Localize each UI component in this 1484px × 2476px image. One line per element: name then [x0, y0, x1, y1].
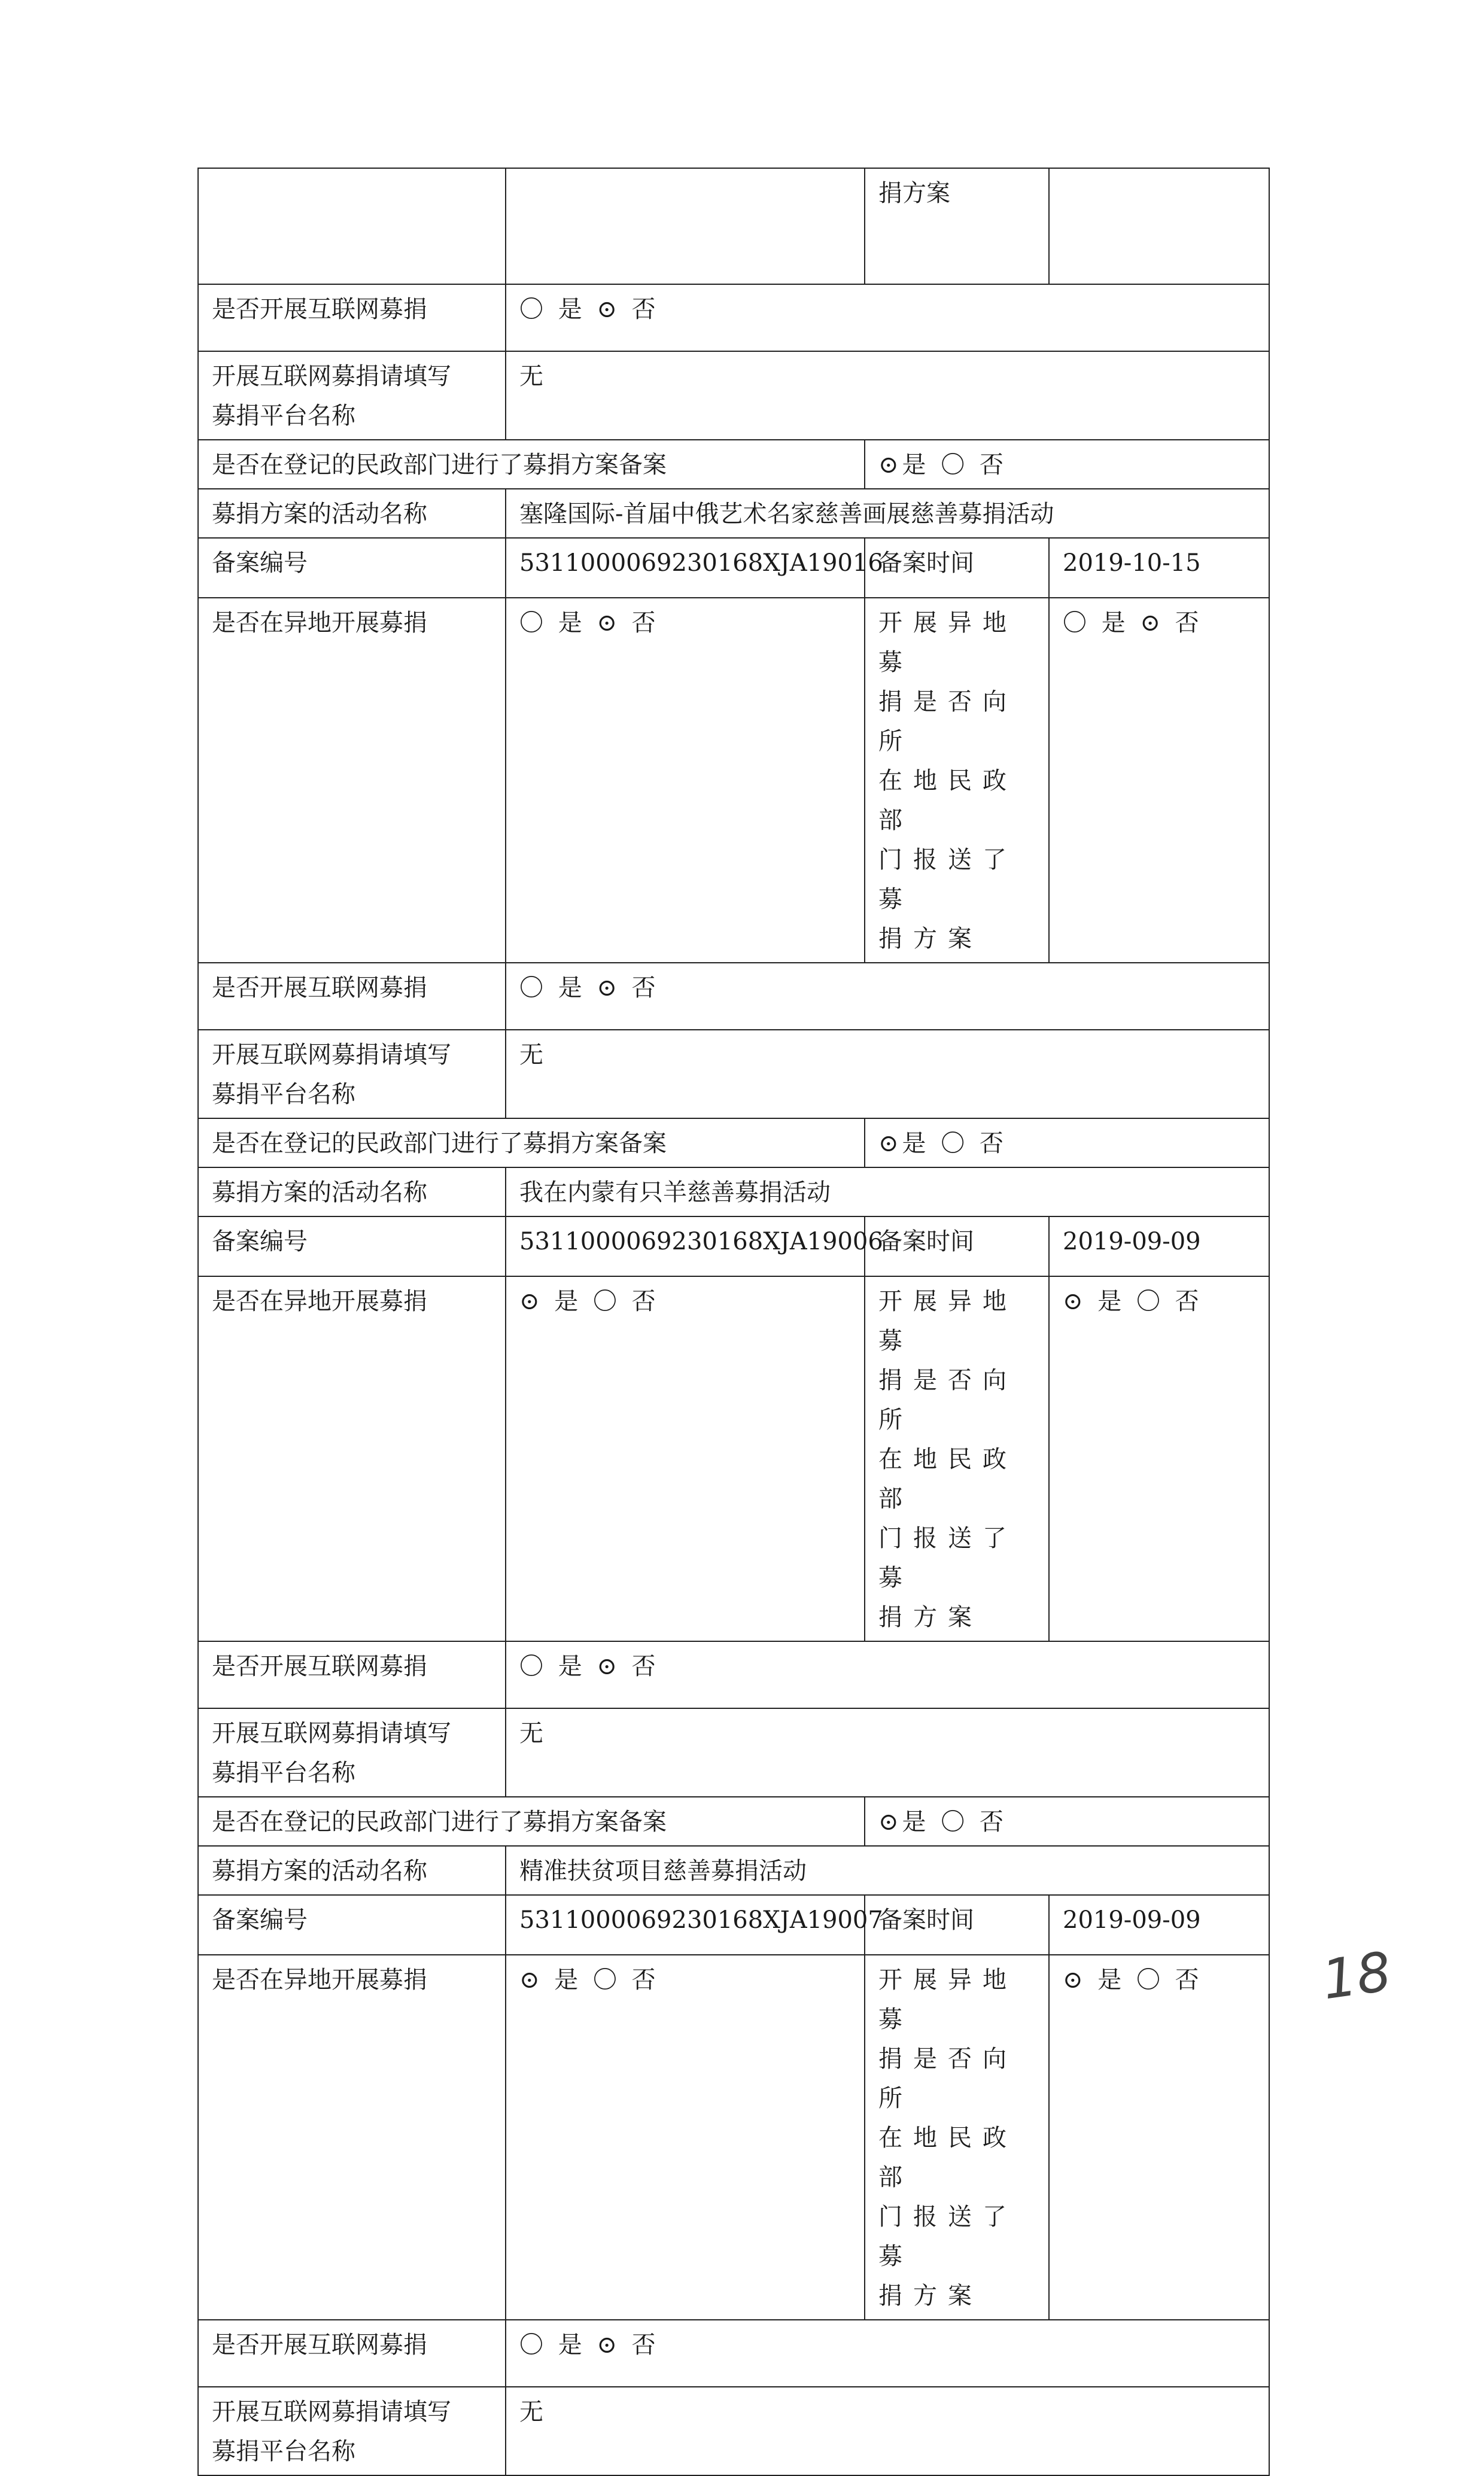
filed-row [198, 1797, 1269, 1846]
filed-label: 是否在登记的民政部门进行了募捐方案备案 [198, 1797, 865, 1846]
activity-row [198, 1167, 1269, 1216]
remote-report-label [865, 1955, 1049, 2320]
platform-value: 无 [506, 1708, 1269, 1797]
internet-fundraising-value [506, 1641, 1269, 1708]
remote-radio: ⊙ 是 〇 否 [519, 1966, 659, 1994]
remote-report-label [865, 1276, 1049, 1641]
remote-report-label-line: 开展异地募 [878, 1966, 1017, 2033]
filed-value [865, 1797, 1269, 1846]
platform-row [198, 2387, 1269, 2475]
platform-label [198, 351, 506, 440]
remote-value [506, 1955, 865, 2320]
filed-radio: ⊙是 〇 否 [878, 1808, 1007, 1836]
platform-value: 无 [506, 351, 1269, 440]
filed-value [865, 1118, 1269, 1167]
remote-report-label-line: 捐方案 [878, 925, 983, 953]
continued-cell-2 [506, 168, 865, 284]
activity-label: 募捐方案的活动名称 [198, 1167, 506, 1216]
remote-report-label-line: 在地民政部 [878, 2124, 1017, 2191]
remote-report-radio: 〇 是 ⊙ 否 [1063, 609, 1203, 637]
platform-label-line2: 募捐平台名称 [212, 1081, 355, 1108]
remote-report-label-line: 开展异地募 [878, 609, 1017, 676]
internet-fundraising-label: 是否开展互联网募捐 [198, 284, 506, 351]
remote-report-label-line: 捐是否向所 [878, 688, 1017, 755]
platform-label-line1: 开展互联网募捐请填写 [212, 2398, 451, 2426]
record-row [198, 1895, 1269, 1955]
internet-fundraising-label: 是否开展互联网募捐 [198, 2320, 506, 2387]
platform-label [198, 1708, 506, 1797]
remote-report-label-line: 门报送了募 [878, 846, 1017, 913]
platform-label-line1: 开展互联网募捐请填写 [212, 363, 451, 390]
record-row [198, 538, 1269, 598]
internet-fundraising-value [506, 2320, 1269, 2387]
remote-report-value [1049, 1955, 1269, 2320]
remote-value [506, 1276, 865, 1641]
record-time-label: 备案时间 [865, 1895, 1049, 1955]
platform-label-line2: 募捐平台名称 [212, 1759, 355, 1787]
filed-row [198, 1118, 1269, 1167]
remote-label: 是否在异地开展募捐 [198, 1955, 506, 2320]
remote-report-value [1049, 598, 1269, 963]
platform-label-line2: 募捐平台名称 [212, 2438, 355, 2465]
remote-report-value [1049, 1276, 1269, 1641]
internet-fundraising-row [198, 963, 1269, 1030]
remote-value [506, 598, 865, 963]
platform-label-line2: 募捐平台名称 [212, 402, 355, 430]
remote-report-label-line: 在地民政部 [878, 1446, 1017, 1513]
continued-cell-4 [1049, 168, 1269, 284]
platform-label [198, 2387, 506, 2475]
platform-row [198, 1030, 1269, 1118]
remote-report-radio: ⊙ 是 〇 否 [1063, 1966, 1203, 1994]
remote-report-label-line: 捐是否向所 [878, 1367, 1017, 1434]
remote-radio: 〇 是 ⊙ 否 [519, 609, 659, 637]
activity-row [198, 1846, 1269, 1895]
continued-cell-1 [198, 168, 506, 284]
remote-report-radio: ⊙ 是 〇 否 [1063, 1288, 1203, 1315]
internet-fundraising-row [198, 284, 1269, 351]
remote-row [198, 1955, 1269, 2320]
internet-fundraising-value [506, 284, 1269, 351]
remote-report-label-line: 捐是否向所 [878, 2045, 1017, 2112]
record-no-label: 备案编号 [198, 538, 506, 598]
activity-row [198, 489, 1269, 538]
internet-fundraising-radio: 〇 是 ⊙ 否 [519, 296, 659, 323]
record-time-value: 2019-10-15 [1049, 538, 1269, 598]
record-no-label: 备案编号 [198, 1216, 506, 1276]
filed-label: 是否在登记的民政部门进行了募捐方案备案 [198, 440, 865, 489]
activity-label: 募捐方案的活动名称 [198, 1846, 506, 1895]
filed-radio: ⊙是 〇 否 [878, 1130, 1007, 1157]
page-number: 18 [1318, 1940, 1395, 2012]
platform-label [198, 1030, 506, 1118]
activity-name: 塞隆国际-首届中俄艺术名家慈善画展慈善募捐活动 [506, 489, 1269, 538]
platform-row [198, 1708, 1269, 1797]
internet-fundraising-radio: 〇 是 ⊙ 否 [519, 974, 659, 1002]
internet-fundraising-label: 是否开展互联网募捐 [198, 1641, 506, 1708]
platform-value: 无 [506, 1030, 1269, 1118]
record-row [198, 1216, 1269, 1276]
record-no-value: 5311000069230168XJA19007 [506, 1895, 865, 1955]
internet-fundraising-radio: 〇 是 ⊙ 否 [519, 2331, 659, 2359]
remote-report-label [865, 598, 1049, 963]
filed-value [865, 440, 1269, 489]
internet-fundraising-label: 是否开展互联网募捐 [198, 963, 506, 1030]
filed-radio: ⊙是 〇 否 [878, 451, 1007, 479]
activity-name: 我在内蒙有只羊慈善募捐活动 [506, 1167, 1269, 1216]
remote-row [198, 598, 1269, 963]
remote-report-label-line: 捐方案 [878, 1604, 983, 1631]
remote-report-label-line: 门报送了募 [878, 2203, 1017, 2270]
internet-fundraising-radio: 〇 是 ⊙ 否 [519, 1653, 659, 1680]
record-no-value: 5311000069230168XJA19016 [506, 538, 865, 598]
remote-report-label-line: 捐方案 [878, 2282, 983, 2310]
remote-radio: ⊙ 是 〇 否 [519, 1288, 659, 1315]
platform-label-line1: 开展互联网募捐请填写 [212, 1041, 451, 1069]
record-time-value: 2019-09-09 [1049, 1216, 1269, 1276]
internet-fundraising-row [198, 1641, 1269, 1708]
filed-row [198, 440, 1269, 489]
internet-fundraising-value [506, 963, 1269, 1030]
activity-name: 精准扶贫项目慈善募捐活动 [506, 1846, 1269, 1895]
remote-label: 是否在异地开展募捐 [198, 1276, 506, 1641]
platform-value: 无 [506, 2387, 1269, 2475]
continued-row [198, 168, 1269, 284]
remote-report-label-line: 门报送了募 [878, 1525, 1017, 1592]
remote-report-label-line: 在地民政部 [878, 767, 1017, 834]
platform-row [198, 351, 1269, 440]
record-no-label: 备案编号 [198, 1895, 506, 1955]
remote-report-label-line: 开展异地募 [878, 1288, 1017, 1355]
record-time-label: 备案时间 [865, 1216, 1049, 1276]
charity-donation-form-table [197, 168, 1270, 2476]
internet-fundraising-row [198, 2320, 1269, 2387]
record-time-label: 备案时间 [865, 538, 1049, 598]
filed-label: 是否在登记的民政部门进行了募捐方案备案 [198, 1118, 865, 1167]
record-time-value: 2019-09-09 [1049, 1895, 1269, 1955]
activity-label: 募捐方案的活动名称 [198, 489, 506, 538]
continued-cell-3: 捐方案 [865, 168, 1049, 284]
remote-row [198, 1276, 1269, 1641]
record-no-value: 5311000069230168XJA19006 [506, 1216, 865, 1276]
remote-label: 是否在异地开展募捐 [198, 598, 506, 963]
platform-label-line1: 开展互联网募捐请填写 [212, 1720, 451, 1747]
